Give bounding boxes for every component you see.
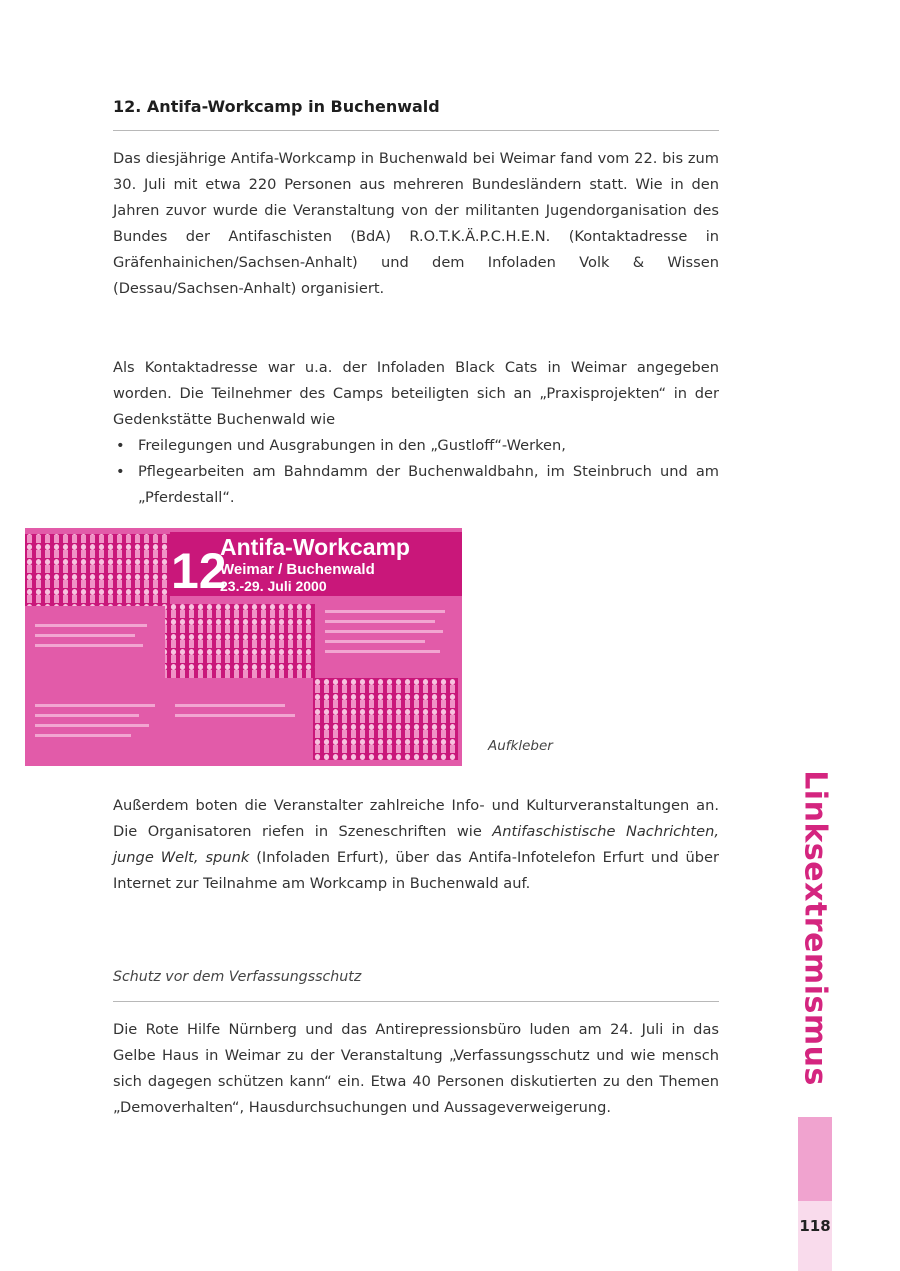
list-item: • Pflegearbeiten am Bahndamm der Buchenwaldbahn, im Steinbruch und am „Pferdestall“.	[113, 459, 719, 511]
subsection-rule	[113, 1001, 719, 1002]
paragraph-contact: Als Kontaktadresse war u.a. der Infoladen Black Cats in Weimar angegeben worden. Die Teilnehmer des Camps beteiligten sich an „Praxisprojekten“ in der Gedenkstätte Buchenwald wie	[113, 359, 719, 428]
publication-names: Antifaschistische Nachrichten, junge Welt, spunk	[113, 823, 720, 866]
sticker-photo-top-left	[25, 534, 170, 606]
paragraph-events-text: Außerdem boten die Veranstalter zahlreiche Info- und Kulturveranstaltungen an. Die Organisatoren riefen in Szeneschriften wie	[113, 797, 719, 840]
page-number-strip	[798, 1201, 832, 1271]
paragraph-verfassungsschutz: Die Rote Hilfe Nürnberg und das Antirepressionsbüro luden am 24. Juli in das Gelbe Haus in Weimar zu der Veranstaltung „Verfassungsschutz und wie mensch sich dagegen schützen kann“ ein. Etwa 40 Personen diskutierten zu den Themen „Demoverhalten“, Hausdurchsuchungen und Aussageverweigerung.	[113, 1021, 719, 1116]
sticker-number: 12	[171, 543, 227, 599]
sticker-photo-bottom-right	[313, 678, 458, 760]
paragraph-events	[113, 793, 719, 897]
sticker-caption: Aufkleber	[488, 738, 553, 754]
sticker-headline: Antifa-Workcamp	[220, 534, 410, 560]
paragraph-events-tail: (Infoladen Erfurt), über das Antifa-Infotelefon Erfurt und über Internet zur Teilnahme am Workcamp in Buchenwald auf.	[113, 849, 719, 892]
chapter-title: Linksextremismus	[797, 770, 833, 1086]
paragraph-intro: Das diesjährige Antifa-Workcamp in Buchenwald bei Weimar fand vom 22. bis zum 30. Juli mit etwa 220 Personen aus mehreren Bundesländern statt. Wie in den Jahren zuvor wurde die Veranstaltung von der militanten Jugendorganisation des Bundes der Antifaschisten (BdA) R.O.T.K.Ä.P.C.H.E.N. (Kontaktadresse in Gräfenhainichen/Sachsen-Anhalt) und dem Infoladen Volk & Wissen (Dessau/Sachsen-Anhalt) organisiert.	[113, 150, 719, 297]
sticker-dates: 23.-29. Juli 2000	[220, 578, 327, 594]
list-item: • Freilegungen und Ausgrabungen in den „Gustloff“-Werken,	[113, 433, 719, 459]
sticker-place: Weimar / Buchenwald	[220, 561, 375, 578]
sticker-graphic	[25, 528, 462, 766]
page-number: 118	[799, 1217, 831, 1235]
chapter-marker-strip	[798, 1117, 832, 1201]
title-rule	[113, 130, 719, 131]
sticker-image	[25, 528, 462, 766]
sticker-photo-center	[165, 604, 315, 678]
project-list	[113, 433, 719, 511]
section-title: 12. Antifa-Workcamp in Buchenwald	[113, 97, 440, 116]
subsection-title: Schutz vor dem Verfassungsschutz	[113, 969, 362, 985]
